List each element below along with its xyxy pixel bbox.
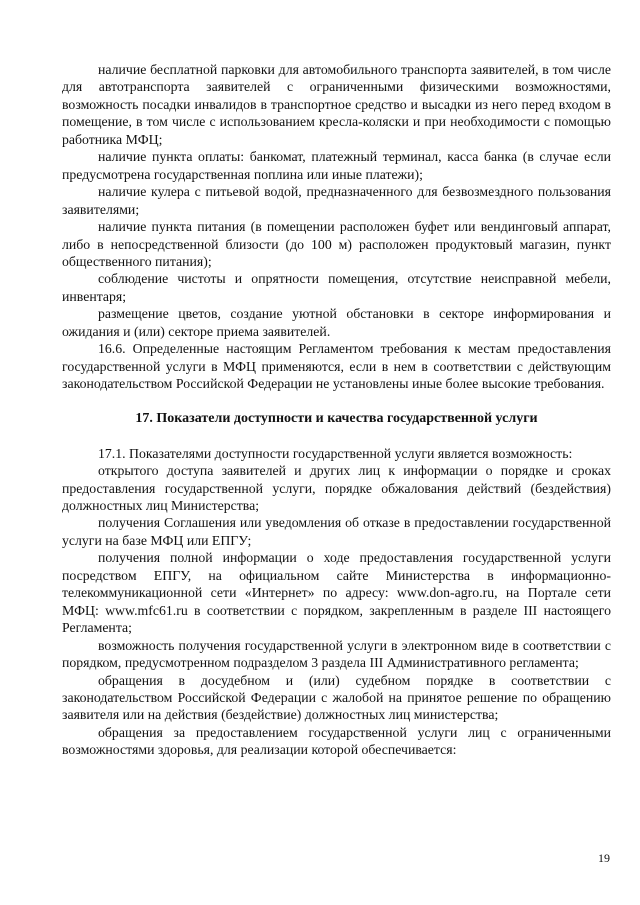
paragraph-cleanliness: соблюдение чистоты и опрятности помещения, отсутствие неисправной мебели, инвентаря; <box>62 271 611 304</box>
document-body <box>62 61 611 759</box>
paragraph-food-point: наличие пункта питания (в помещении расположен буфет или вендинговый аппарат, либо в непосредственной близости (до 100 м) расположен продуктовый магазин, пункт общественного питания); <box>62 219 611 269</box>
paragraph-17-1: 17.1. Показателями доступности государственной услуги является возможность: <box>98 445 573 461</box>
paragraph-open-access: открытого доступа заявителей и других лиц к информации о порядке и сроках предоставления государственной услуги, порядке обжалования действий (бездействия) должностных лиц Министерства; <box>62 463 611 513</box>
paragraph-payment-point: наличие пункта оплаты: банкомат, платежный терминал, касса банка (в случае если предусмотрена государственная поплина или иные платежи); <box>62 149 611 182</box>
paragraph-appeal: обращения в досудебном и (или) судебном порядке в соответствии с законодательством Российской Федерации с жалобой на принятое решение по обращению заявителя или на действия (бездействие) должностных лиц министерства; <box>62 672 611 723</box>
paragraph-flowers: размещение цветов, создание уютной обстановки в секторе информирования и ожидания и (или) секторе приема заявителей. <box>62 306 611 339</box>
paragraph-water-cooler: наличие кулера с питьевой водой, предназначенного для безвозмездного пользования заявителями; <box>62 184 611 217</box>
paragraph-electronic: возможность получения государственной услуги в электронном виде в соответствии с порядком, предусмотренном подразделом 3 раздела III Административного регламента; <box>62 637 611 671</box>
paragraph-16-6: 16.6. Определенные настоящим Регламентом требования к местам предоставления государственной услуги в МФЦ применяются, если в нем в соответствии с действующим законодательством Российской Федерации не установлены иные более высокие требования. <box>62 341 611 392</box>
paragraph-parking: наличие бесплатной парковки для автомобильного транспорта заявителей, в том числе для автотранспорта заявителей с ограниченными физическими возможностями, возможность посадки инвалидов в транспортное средство и высадки из него перед входом в помещение, в том числе с использованием кресла-коляски и при необходимости с помощью работника МФЦ; <box>62 62 611 147</box>
paragraph-disabled-persons: обращения за предоставлением государственной услуги лиц с ограниченными возможностями здоровья, для реализации которой обеспечивается: <box>62 724 611 758</box>
paragraph-full-info: получения полной информации о ходе предоставления государственной услуги посредством ЕПГУ, на официальном сайте Министерства в информационно-телекоммуникационной сети «Интернет» по адресу: www.don-agro.ru, на Портале сети МФЦ: www.mfc61.ru в соответствии с порядком, закрепленным в разделе III настоящего Регламента; <box>62 550 611 636</box>
page-number: 19 <box>598 851 610 865</box>
paragraph-agreement: получения Соглашения или уведомления об отказе в предоставлении государственной услуги на базе МФЦ или ЕПГУ; <box>62 515 611 548</box>
section-heading-17: 17. Показатели доступности и качества государственной услуги <box>135 410 538 426</box>
